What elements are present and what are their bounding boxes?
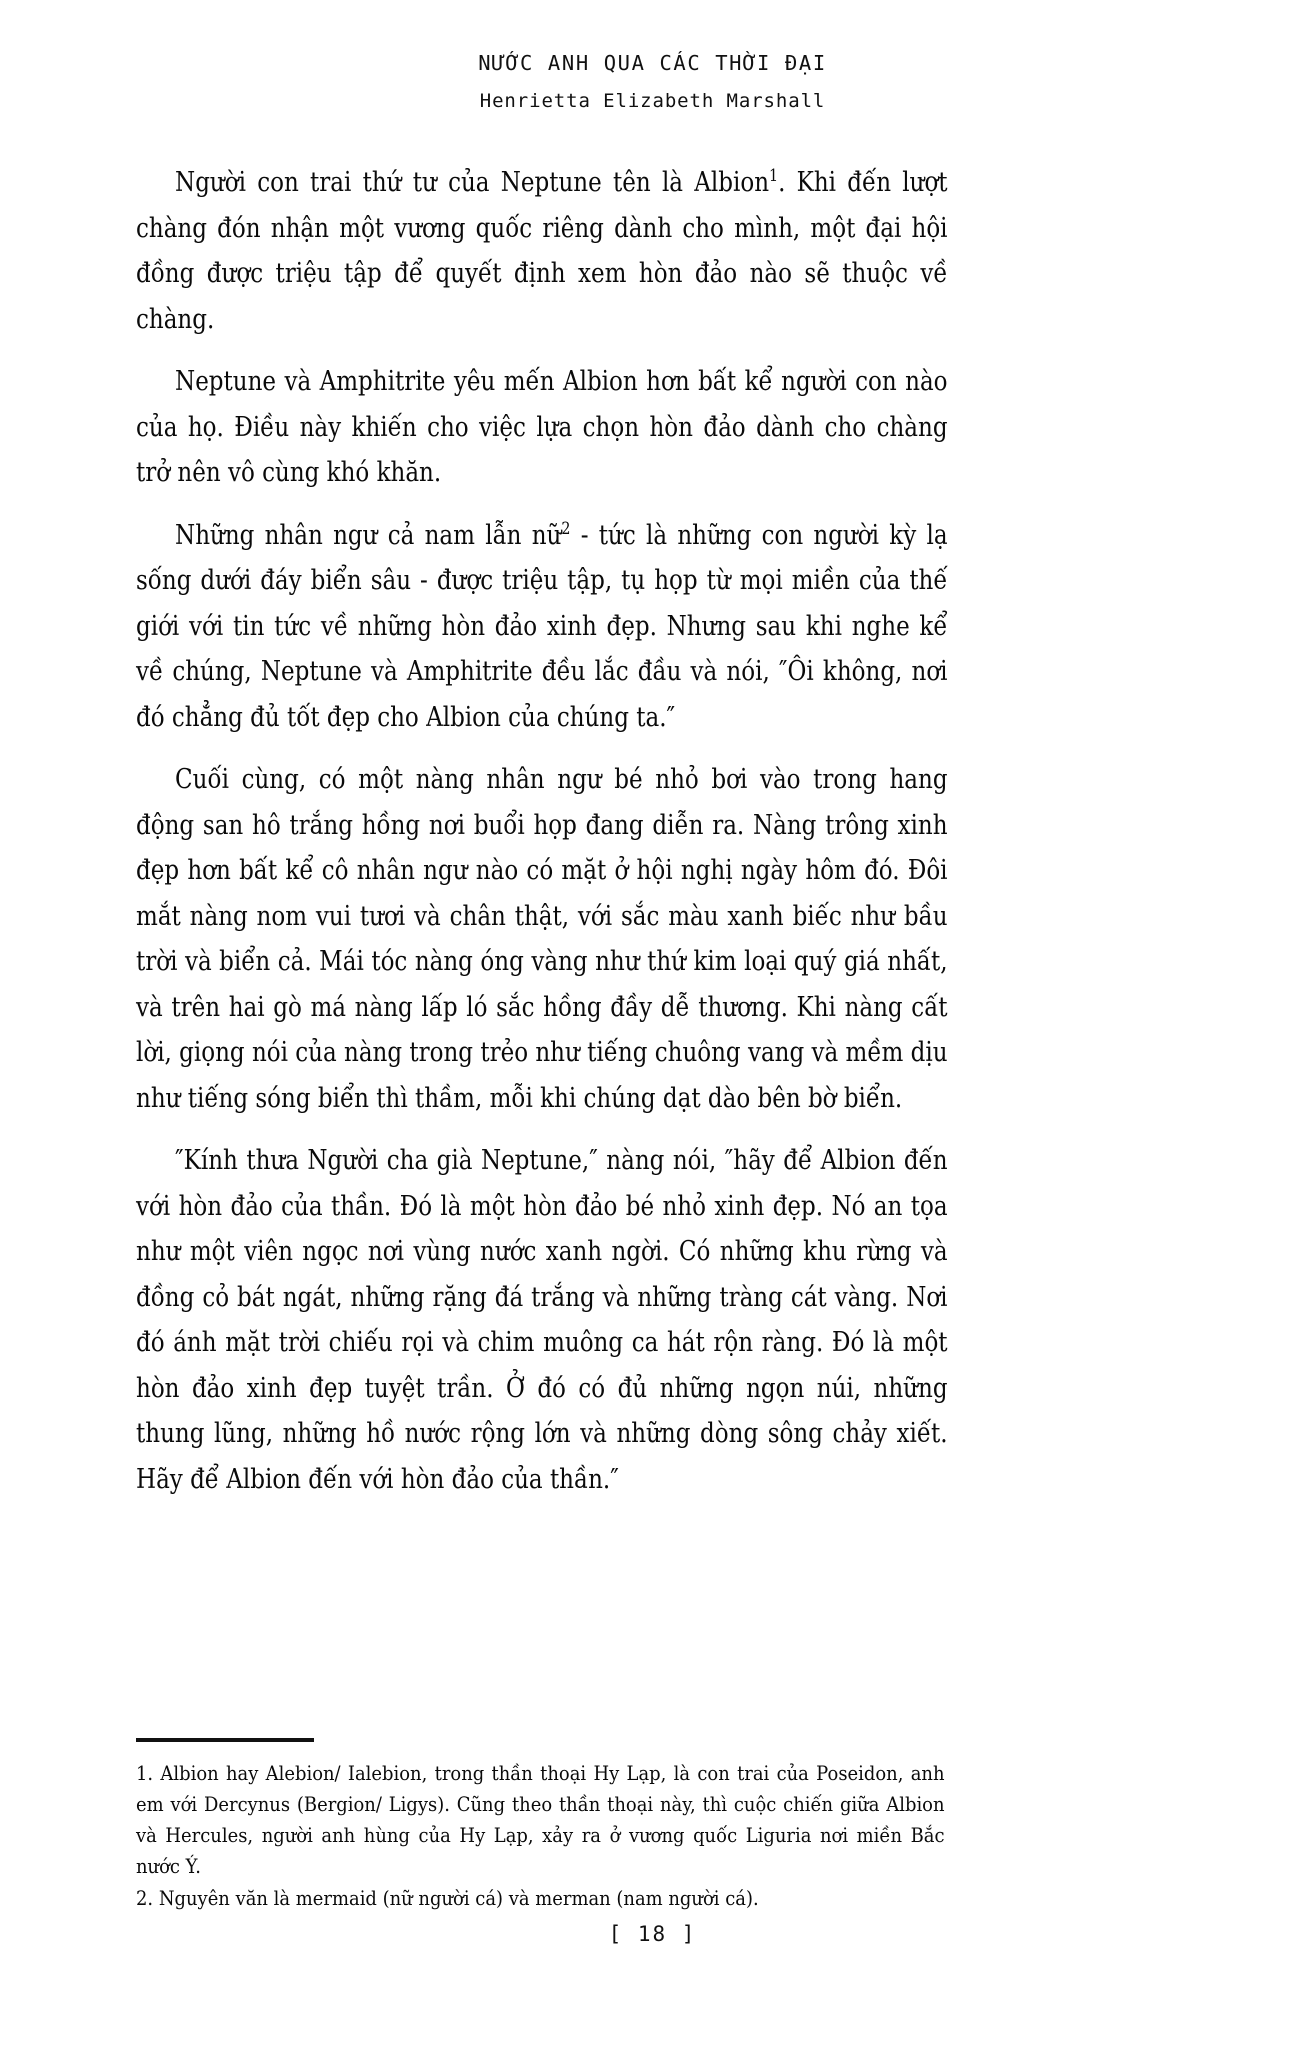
paragraph-3-text: Những nhân ngư cả nam lẫn nữ (175, 518, 562, 551)
paragraph-2-text: Neptune và Amphitrite yêu mến Albion hơn bất kể người con nào của họ. Điều này khiến cho việc lựa chọn hòn đảo dành cho chàng trở nên vô cùng khó khăn. (136, 365, 948, 488)
footnote-separator-rule (136, 1738, 314, 1742)
paragraph-5 (136, 1138, 948, 1502)
paragraph-3-text-cont: - tức là những con người kỳ lạ sống dưới đáy biển sâu - được triệu tập, tụ họp từ mọi miền của thế giới với tin tức về những hòn đảo xinh đẹp. Nhưng sau khi nghe kể về chúng, Neptune và Amphitrite đều lắc đầu và nói, ″Ôi không, nơi đó chẳng đủ tốt đẹp cho Albion của chúng ta.″ (136, 518, 948, 733)
paragraph-3 (136, 513, 948, 741)
body-text (136, 160, 948, 1502)
footnote-1: 1. Albion hay Alebion/ Ialebion, trong thần thoại Hy Lạp, là con trai của Poseidon, anh em với Dercynus (Bergion/ Ligys). Cũng theo thần thoại này, thì cuộc chiến giữa Albion và Hercules, người anh hùng của Hy Lạp, xảy ra ở vương quốc Liguria nơi miền Bắc nước Ý. (136, 1762, 945, 1878)
paragraph-1 (136, 160, 948, 342)
footnote-marker-2[interactable]: 2 (561, 518, 571, 539)
paragraph-1-text: Người con trai thứ tư của Neptune tên là Albion (175, 166, 770, 198)
page-number: [ 18 ] (608, 1922, 697, 1946)
footnote-2: 2. Nguyên văn là mermaid (nữ người cá) và merman (nam người cá). (136, 1887, 759, 1910)
running-head (0, 48, 1305, 115)
footnote-marker-1[interactable]: 1 (769, 165, 779, 186)
paragraph-1-text-cont: . Khi đến lượt chàng đón nhận một vương quốc riêng dành cho mình, một đại hội đồng được triệu tập để quyết định xem hòn đảo nào sẽ thuộc về chàng. (136, 166, 948, 335)
paragraph-4 (136, 757, 948, 1121)
book-title: NƯỚC ANH QUA CÁC THỜI ĐẠI (478, 51, 827, 75)
paragraph-5-text: ″Kính thưa Người cha già Neptune,″ nàng nói, ″hãy để Albion đến với hòn đảo của thần. Đó là một hòn đảo bé nhỏ xinh đẹp. Nó an tọa như một viên ngọc nơi vùng nước xanh ngời. Có những khu rừng và đồng cỏ bát ngát, những rặng đá trắng và những tràng cát vàng. Nơi đó ánh mặt trời chiếu rọi và chim muông ca hát rộn ràng. Đó là một hòn đảo xinh đẹp tuyệt trần. Ở đó có đủ những ngọn núi, những thung lũng, những hồ nước rộng lớn và những dòng sông chảy xiết. Hãy để Albion đến với hòn đảo của thần.″ (136, 1144, 948, 1495)
footnote-section (136, 1738, 946, 1914)
paragraph-4-text: Cuối cùng, có một nàng nhân ngư bé nhỏ bơi vào trong hang động san hô trắng hồng nơi buổi họp đang diễn ra. Nàng trông xinh đẹp hơn bất kể cô nhân ngư nào có mặt ở hội nghị ngày hôm đó. Đôi mắt nàng nom vui tươi và chân thật, với sắc màu xanh biếc như bầu trời và biển cả. Mái tóc nàng óng vàng như thứ kim loại quý giá nhất, và trên hai gò má nàng lấp ló sắc hồng đầy dễ thương. Khi nàng cất lời, giọng nói của nàng trong trẻo như tiếng chuông vang và mềm dịu như tiếng sóng biển thì thầm, mỗi khi chúng dạt dào bên bờ biển. (136, 763, 948, 1114)
book-author: Henrietta Elizabeth Marshall (479, 89, 826, 112)
paragraph-2 (136, 359, 948, 496)
